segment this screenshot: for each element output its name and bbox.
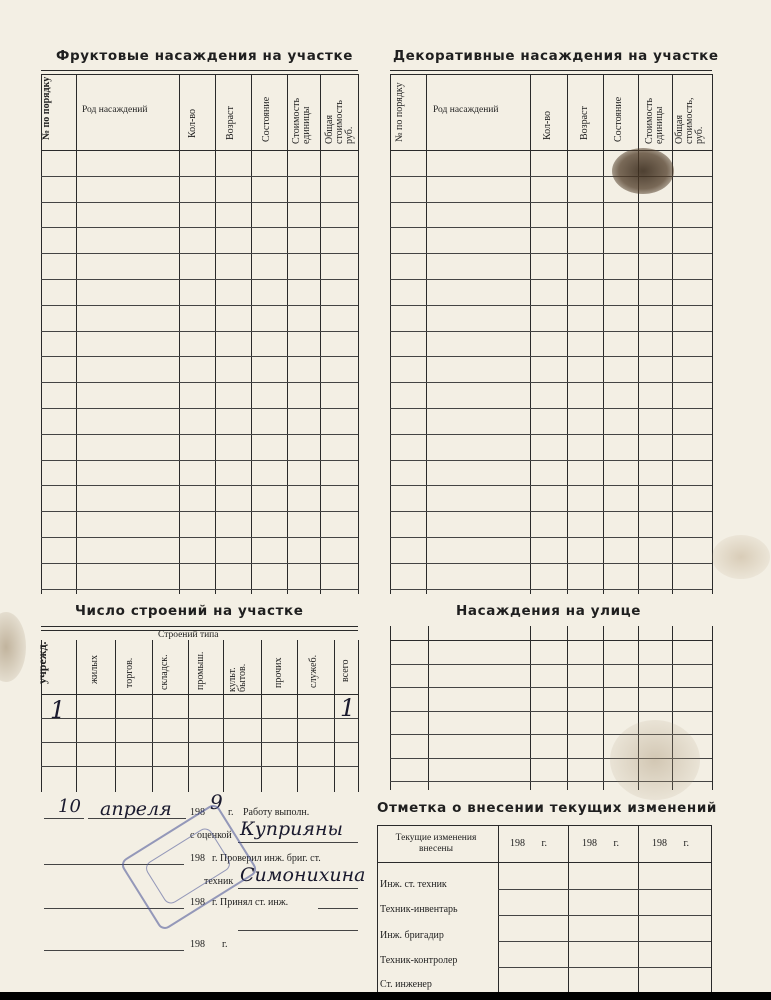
changes-row-senior-engineer-tech: Инж. ст. техник: [380, 879, 447, 890]
work-line3-text: г. Проверил инж. бриг. ст.: [212, 853, 321, 864]
work-date-day-line: [44, 818, 84, 819]
street-row-rule: [390, 664, 712, 665]
buildings-column-rule: [188, 640, 189, 792]
work-line6-date-line: [44, 950, 184, 951]
fruit-row-rule: [41, 589, 358, 590]
fruit-column-rule: [215, 74, 216, 594]
bld-header-warehouse: складск.: [159, 654, 170, 690]
work-line5-text: г. Принял ст. инж.: [212, 897, 289, 908]
fruit-plantings-title: Фруктовые насаждения на участке: [56, 48, 353, 64]
bld-header-total: всего: [340, 659, 351, 682]
bld-header-trade: торгов.: [124, 657, 135, 688]
buildings-count-title: Число строений на участке: [75, 603, 304, 619]
decor-column-rule: [390, 74, 391, 594]
changes-row-brigade-engineer: Инж. бригадир: [380, 930, 444, 941]
changes-row-control-tech: Техник-контролер: [380, 955, 458, 966]
bld-header-institutional: учрежд.: [35, 641, 49, 684]
fruit-row-rule: [41, 176, 358, 177]
fruit-column-rule: [76, 74, 77, 594]
work-line5-year: 198: [190, 897, 205, 908]
decor-header-unit-cost: Стоимость единицы: [644, 97, 665, 144]
buildings-row-rule: [41, 694, 358, 695]
decor-column-rule: [426, 74, 427, 594]
decor-row-rule: [390, 589, 712, 590]
work-line6-year: 198: [190, 939, 205, 950]
changes-row-rule: [498, 941, 711, 942]
street-column-rule: [530, 626, 531, 790]
decorative-plantings-title: Декоративные насаждения на участке: [393, 48, 719, 64]
decor-row-rule: [390, 434, 712, 435]
work-line1-text: Работу выполн.: [243, 807, 310, 818]
changes-column-rule: [711, 825, 712, 992]
street-row-rule: [390, 640, 712, 641]
changes-year-2: 198 г.: [582, 838, 619, 849]
street-column-rule: [567, 626, 568, 790]
changes-year-1: 198 г.: [510, 838, 547, 849]
decor-header-number: № по порядку: [394, 82, 405, 142]
decor-row-rule: [390, 563, 712, 564]
decor-column-rule: [530, 74, 531, 594]
fruit-column-rule: [251, 74, 252, 594]
street-row-rule: [390, 687, 712, 688]
buildings-row-rule: [41, 742, 358, 743]
fruit-row-rule: [41, 434, 358, 435]
decor-row-rule: [390, 331, 712, 332]
buildings-column-rule: [115, 640, 116, 792]
decor-header-qty: Кол-во: [542, 110, 553, 140]
decor-row-rule: [390, 305, 712, 306]
bld-row1-total-value: 1: [340, 694, 356, 722]
decor-row-rule: [390, 253, 712, 254]
street-plantings-title: Насаждения на улице: [456, 603, 642, 619]
work-line4-prefix: техник: [204, 876, 234, 887]
work-year-1-suffix: г.: [228, 807, 234, 818]
fruit-row-rule: [41, 305, 358, 306]
fruit-header-age: Возраст: [225, 106, 236, 140]
bld-header-service: служеб.: [308, 654, 319, 688]
decor-header-total-cost: Общая стоимость, руб.: [674, 97, 705, 144]
buildings-column-rule: [358, 640, 359, 792]
work-line4-signature: Симонихина: [240, 864, 366, 886]
decor-row-rule: [390, 511, 712, 512]
fruit-table-top-rule-2: [41, 74, 358, 75]
buildings-column-rule: [223, 640, 224, 792]
fruit-table-top-rule: [41, 70, 358, 71]
fruit-column-rule: [287, 74, 288, 594]
torn-edge-left: [0, 612, 26, 682]
decor-row-rule: [390, 382, 712, 383]
changes-row-inventory-tech: Техник-инвентарь: [380, 904, 458, 915]
decor-header-kind: Род насаждений: [433, 105, 499, 115]
decor-row-rule: [390, 202, 712, 203]
street-column-rule: [712, 626, 713, 790]
decor-table-top-rule-2: [390, 74, 712, 75]
bld-header-residential: жилых: [89, 655, 100, 684]
work-year-1: 198: [190, 807, 205, 818]
coffee-stain-large: [612, 148, 674, 194]
fruit-row-rule: [41, 227, 358, 228]
decor-row-rule: [390, 460, 712, 461]
bld-header-industrial: промыш.: [195, 651, 206, 690]
decor-row-rule: [390, 485, 712, 486]
fruit-row-rule: [41, 253, 358, 254]
work-year-1-handwritten: 9: [210, 790, 223, 814]
fruit-row-rule: [41, 382, 358, 383]
fruit-row-rule: [41, 331, 358, 332]
work-line3-year: 198: [190, 853, 205, 864]
fruit-header-total-cost: Общая стоимость руб.: [324, 100, 355, 144]
street-column-rule: [428, 626, 429, 790]
changes-header-rule: [377, 862, 711, 863]
changes-header-label: Текущие изменения внесены: [395, 833, 477, 854]
buildings-group-header: Строений типа: [158, 630, 219, 640]
buildings-column-rule: [297, 640, 298, 792]
buildings-column-rule: [261, 640, 262, 792]
work-line2-signature: Куприяны: [240, 818, 343, 840]
decor-header-condition: Состояние: [613, 96, 624, 142]
fruit-header-kind: Род насаждений: [82, 105, 148, 115]
work-line5b-line: [238, 930, 358, 931]
fruit-column-rule: [179, 74, 180, 594]
work-line6-suffix: г.: [222, 939, 228, 950]
fruit-column-rule: [320, 74, 321, 594]
fruit-row-rule: [41, 202, 358, 203]
water-stain-bottom-right: [610, 720, 700, 800]
buildings-column-rule: [334, 640, 335, 792]
decor-row-rule: [390, 408, 712, 409]
decor-row-rule: [390, 227, 712, 228]
work-date-month-line: [88, 818, 186, 819]
buildings-column-rule: [76, 640, 77, 792]
fruit-row-rule: [41, 150, 358, 151]
work-line2-line: [238, 842, 358, 843]
decor-column-rule: [567, 74, 568, 594]
fruit-row-rule: [41, 563, 358, 564]
decor-column-rule: [603, 74, 604, 594]
street-column-rule: [603, 626, 604, 790]
decor-row-rule: [390, 150, 712, 151]
changes-year-3: 198 г.: [652, 838, 689, 849]
fruit-header-unit-cost: Стоимость единицы: [291, 97, 312, 144]
changes-top-rule: [377, 825, 711, 826]
buildings-top-rule: [41, 626, 358, 627]
bld-header-cultural: культ. бытов.: [227, 663, 248, 692]
changes-row-senior-engineer: Ст. инженер: [380, 979, 432, 990]
work-line5-sign-line: [318, 908, 358, 909]
bld-header-other: прочих: [273, 657, 284, 688]
fruit-row-rule: [41, 408, 358, 409]
fruit-header-condition: Состояние: [261, 96, 272, 142]
fruit-row-rule: [41, 460, 358, 461]
work-date-month: апреля: [100, 798, 172, 820]
work-line4-line: [238, 888, 358, 889]
fruit-row-rule: [41, 356, 358, 357]
work-date-day: 10: [58, 796, 81, 817]
fruit-row-rule: [41, 511, 358, 512]
fruit-row-rule: [41, 279, 358, 280]
fruit-header-number: № по порядку: [41, 76, 52, 140]
changes-title: Отметка о внесении текущих изменений: [377, 800, 717, 816]
bld-row1-institutional-value: 1: [50, 696, 66, 724]
buildings-row-rule: [41, 766, 358, 767]
decor-row-rule: [390, 279, 712, 280]
decor-row-rule: [390, 356, 712, 357]
decor-column-rule: [712, 74, 713, 594]
fruit-header-qty: Кол-во: [187, 108, 198, 138]
buildings-row-rule: [41, 718, 358, 719]
changes-row-rule: [498, 889, 711, 890]
fruit-column-rule: [358, 74, 359, 594]
work-line2-prefix: с оценкой: [190, 830, 232, 841]
changes-column-rule: [377, 825, 378, 992]
fruit-row-rule: [41, 485, 358, 486]
changes-row-rule: [498, 967, 711, 968]
street-column-rule: [390, 626, 391, 790]
changes-row-rule: [498, 915, 711, 916]
decor-row-rule: [390, 537, 712, 538]
bottom-black-strip: [0, 992, 771, 1000]
decor-table-top-rule: [390, 70, 712, 71]
buildings-column-rule: [152, 640, 153, 792]
fruit-row-rule: [41, 537, 358, 538]
water-stain-right: [712, 535, 770, 579]
decor-header-age: Возраст: [579, 106, 590, 140]
fruit-column-rule: [41, 74, 42, 594]
decor-column-rule: [672, 74, 673, 594]
street-row-rule: [390, 711, 712, 712]
